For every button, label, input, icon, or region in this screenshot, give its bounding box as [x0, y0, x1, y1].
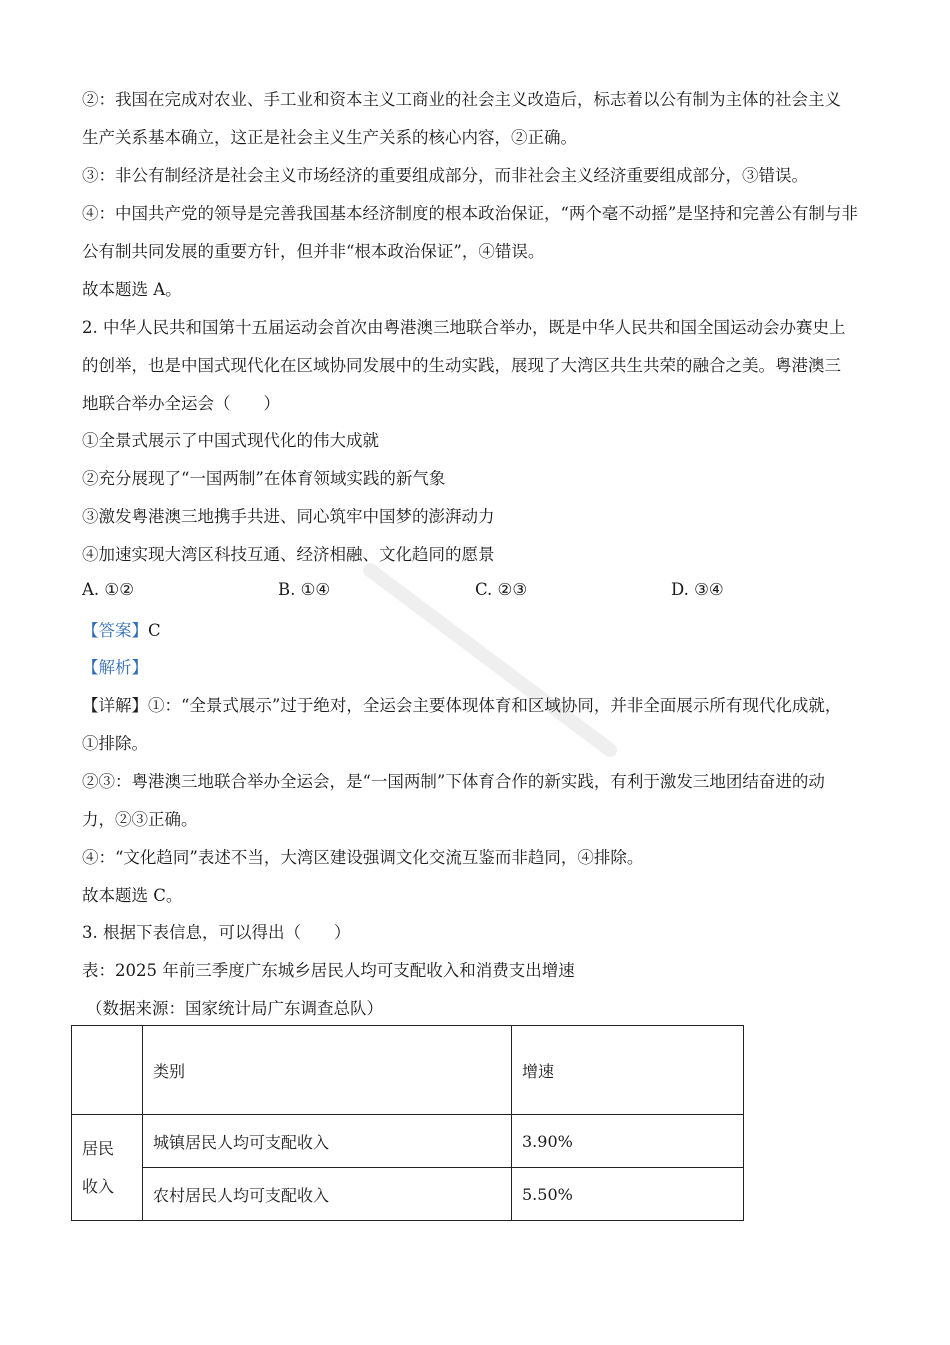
answer-value: C	[148, 621, 161, 640]
rate-cell: 3.90%	[512, 1115, 744, 1168]
option-c: C. ②③	[475, 580, 528, 599]
category-cell: 农村居民人均可支配收入	[143, 1168, 512, 1221]
group-label: 居民	[82, 1138, 115, 1158]
explanation-line: ④：中国共产党的领导是完善我国基本经济制度的根本政治保证，“两个毫不动摇”是坚持和完善公有制与非	[82, 204, 858, 223]
option-b: B. ①④	[278, 580, 331, 599]
explanation-line: ②：我国在完成对农业、手工业和资本主义工商业的社会主义改造后，标志着以公有制为主体的社会主义	[82, 90, 841, 109]
header-cell: 增速	[512, 1026, 744, 1115]
explanation-line: 生产关系基本确立，这正是社会主义生产关系的核心内容，②正确。	[82, 128, 577, 147]
detail-line: ④：“文化趋同”表述不当，大湾区建设强调文化交流互鉴而非趋同，④排除。	[82, 848, 644, 867]
group-label-cell	[72, 1115, 143, 1221]
group-label: 收入	[82, 1176, 115, 1196]
answer-tag: 【答案】	[82, 621, 148, 640]
table-source: （数据来源：国家统计局广东调查总队）	[86, 999, 383, 1018]
detail-line: 力，②③正确。	[82, 810, 198, 829]
explanation-line: ③：非公有制经济是社会主义市场经济的重要组成部分，而非社会主义经济重要组成部分，③错误。	[82, 166, 808, 185]
detail-line: ①排除。	[82, 734, 148, 753]
question-2-stem: 的创举，也是中国式现代化在区域协同发展中的生动实践，展现了大湾区共生共荣的融合之美。粤港澳三	[82, 356, 841, 375]
table-title: 表：2025 年前三季度广东城乡居民人均可支配收入和消费支出增速	[82, 961, 575, 980]
detail-line: ②③：粤港澳三地联合举办全运会，是“一国两制”下体育合作的新实践，有利于激发三地团结奋进的动	[82, 772, 825, 791]
question-3-stem: 3. 根据下表信息，可以得出（ ）	[82, 923, 351, 942]
explanation-line: 公有制共同发展的重要方针，但并非“根本政治保证”，④错误。	[82, 242, 545, 261]
table-row	[72, 1168, 744, 1221]
detail-line: 【详解】①：“全景式展示”过于绝对，全运会主要体现体育和区域协同，并非全面展示所有现代化成就，	[82, 696, 842, 715]
header-cell	[72, 1026, 143, 1115]
income-table	[71, 1025, 744, 1221]
statement-item: ③激发粤港澳三地携手共进、同心筑牢中国梦的澎湃动力	[82, 507, 495, 526]
analysis-tag: 【解析】	[82, 658, 148, 677]
statement-item: ②充分展现了“一国两制”在体育领域实践的新气象	[82, 469, 446, 488]
answer-options	[82, 580, 882, 602]
rate-cell: 5.50%	[512, 1168, 744, 1221]
header-cell: 类别	[143, 1026, 512, 1115]
category-cell: 城镇居民人均可支配收入	[143, 1115, 512, 1168]
question-2-stem: 地联合举办全运会（ ）	[82, 394, 280, 413]
question-2-stem: 2. 中华人民共和国第十五届运动会首次由粤港澳三地联合举办，既是中华人民共和国全国运动会办赛史上	[82, 318, 846, 337]
statement-item: ④加速实现大湾区科技互通、经济相融、文化趋同的愿景	[82, 545, 495, 564]
option-a: A. ①②	[82, 580, 134, 599]
statement-item: ①全景式展示了中国式现代化的伟大成就	[82, 431, 379, 450]
option-d: D. ③④	[671, 580, 724, 599]
table-header-row	[72, 1026, 744, 1115]
answer-conclusion: 故本题选 A。	[82, 280, 182, 299]
answer-conclusion: 故本题选 C。	[82, 886, 183, 905]
answer-line	[82, 620, 882, 642]
table-row	[72, 1115, 744, 1168]
